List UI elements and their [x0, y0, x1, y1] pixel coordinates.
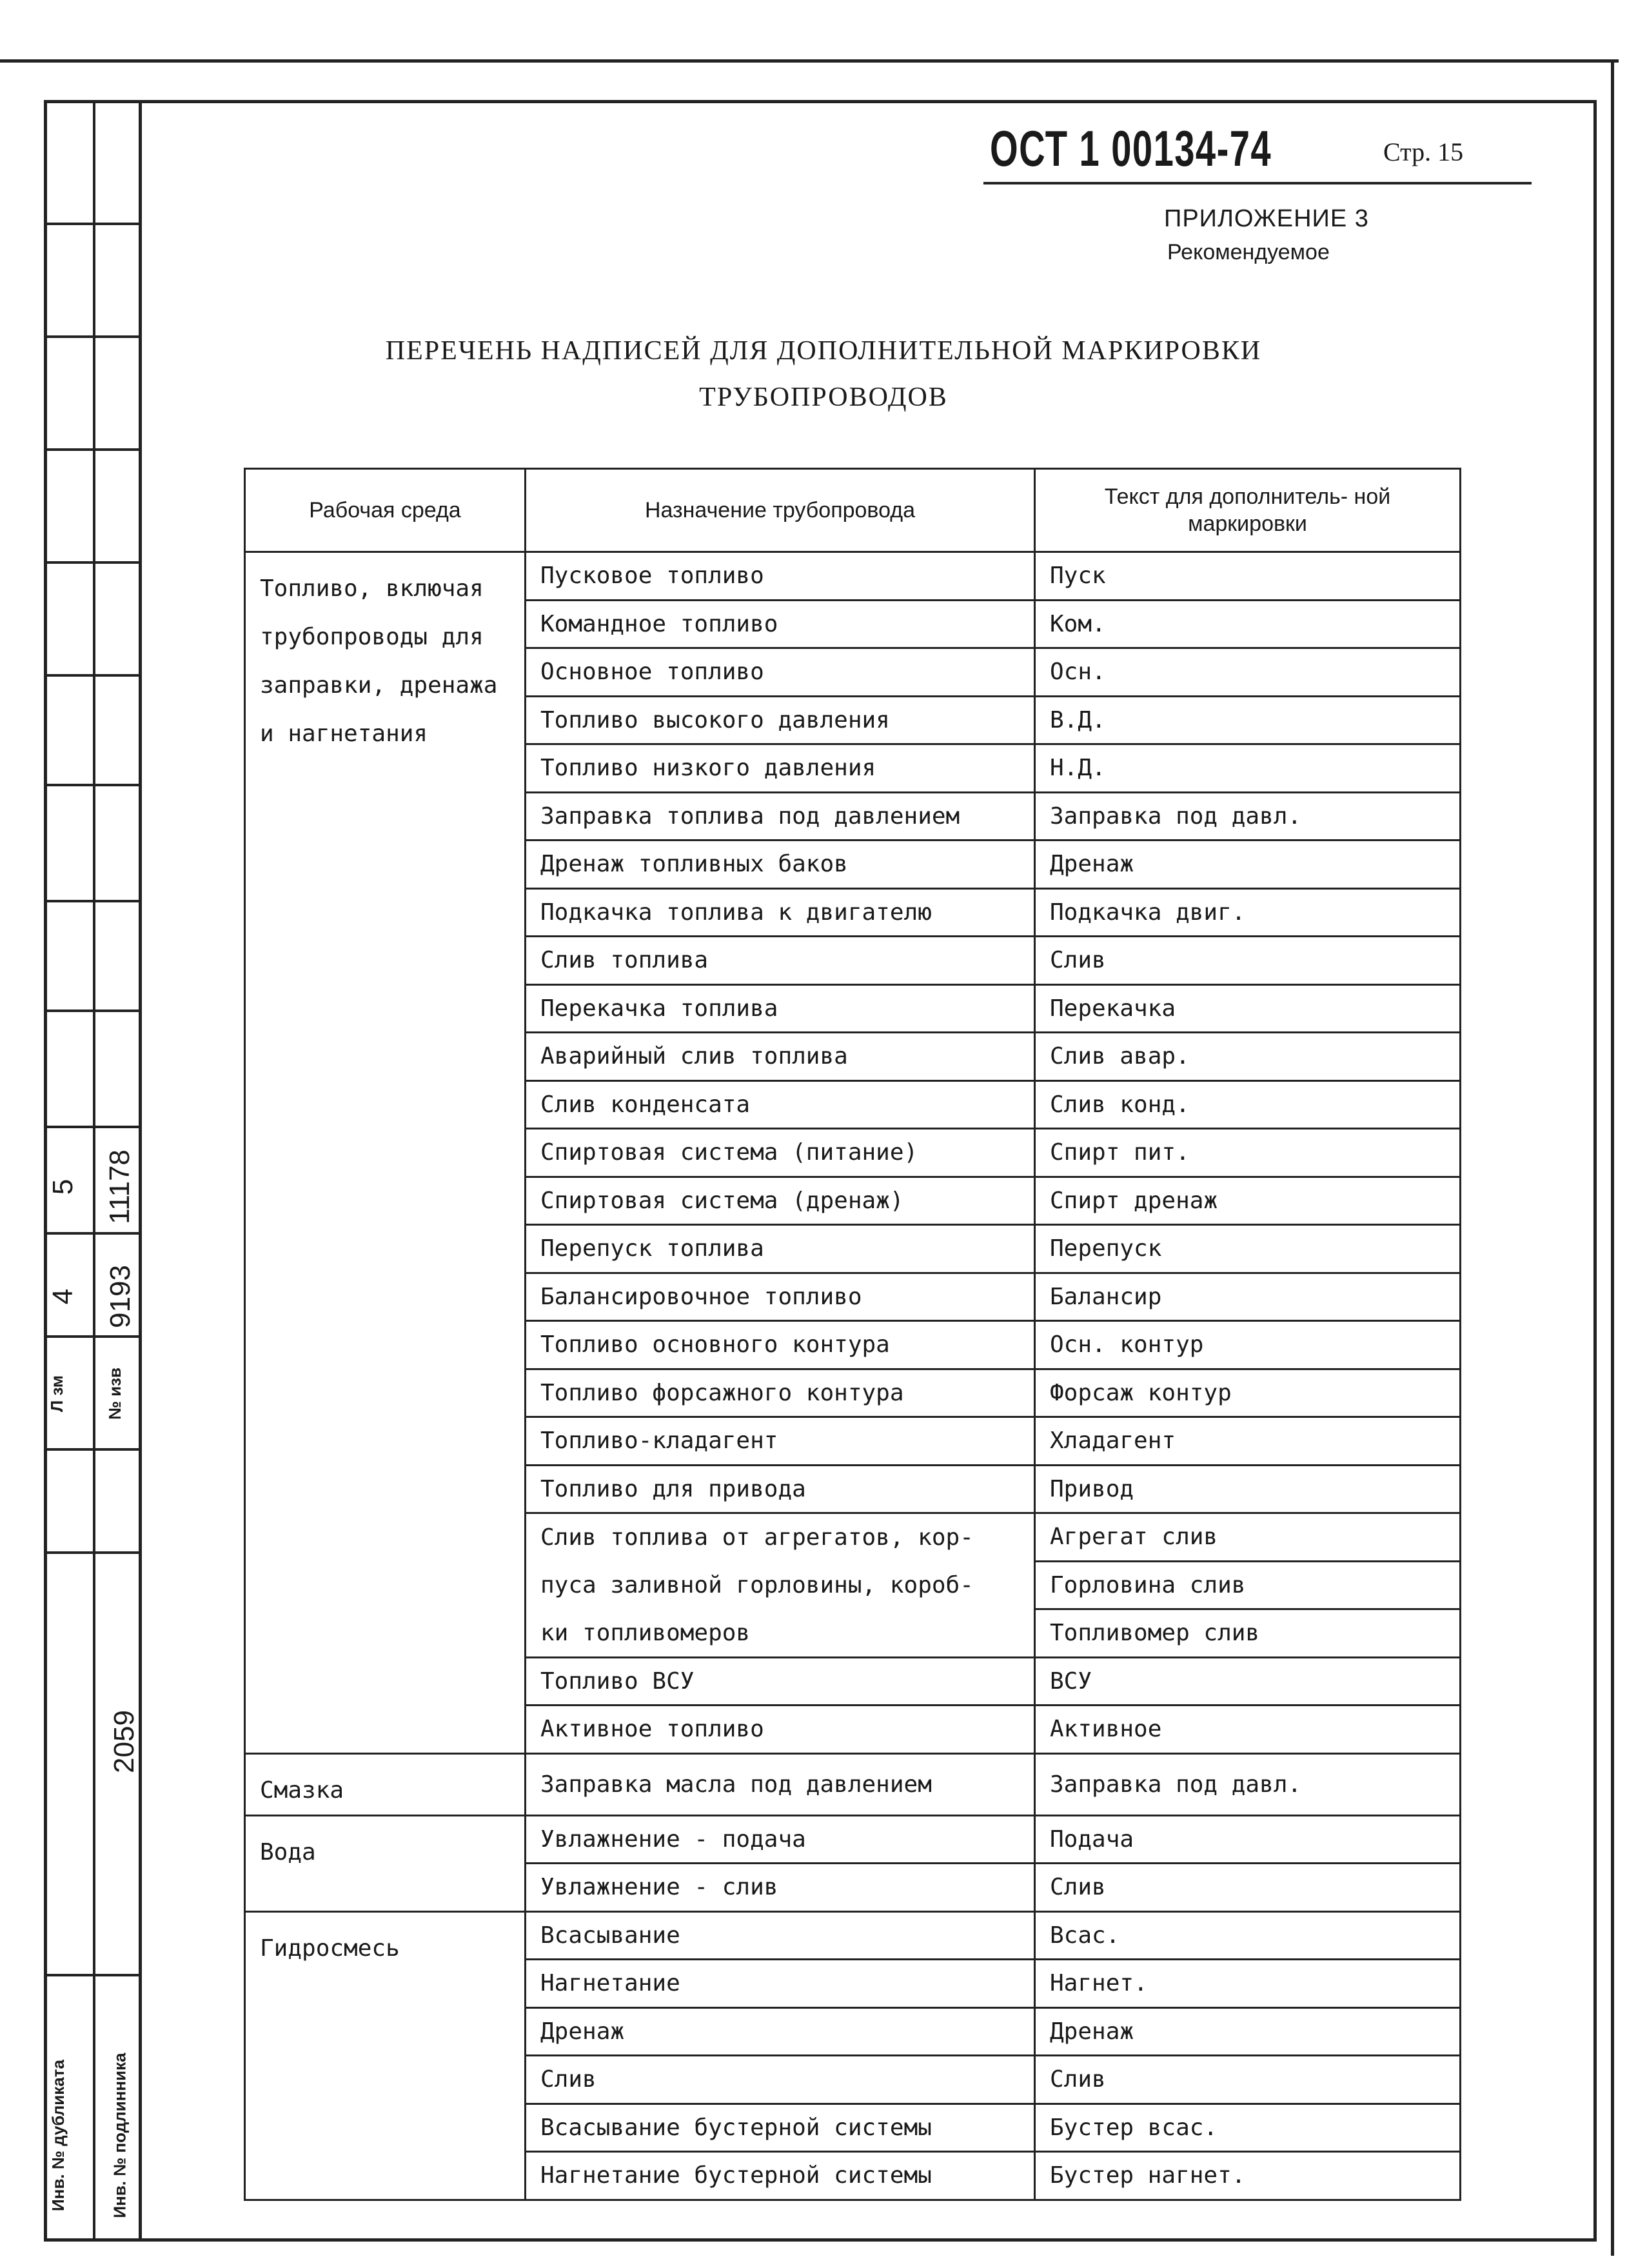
- purpose-cell: Аварийный слив топлива: [526, 1033, 1035, 1081]
- top-border-rule: [0, 59, 1619, 63]
- marking-text-cell: Топливомер слив: [1035, 1609, 1461, 1658]
- change-column-label: Л зм: [46, 1375, 66, 1412]
- marking-text-cell: Перекачка: [1035, 984, 1461, 1033]
- marking-text-cell: Осн.: [1035, 648, 1461, 697]
- purpose-cell: Заправка топлива под давлением: [526, 792, 1035, 841]
- strip-rule: [44, 784, 139, 786]
- marking-text-cell: Подкачка двиг.: [1035, 888, 1461, 937]
- original-inventory-label: Инв. № подлинника: [110, 2053, 130, 2218]
- document-code: ОСТ 1 00134-74: [990, 120, 1272, 177]
- marking-text-cell: Перепуск: [1035, 1225, 1461, 1273]
- revision-5-doc: 11178: [103, 1149, 135, 1224]
- marking-text-cell: Осн. контур: [1035, 1321, 1461, 1369]
- purpose-cell: Перепуск топлива: [526, 1225, 1035, 1273]
- purpose-cell: Слив: [526, 2056, 1035, 2104]
- purpose-cell: Перекачка топлива: [526, 984, 1035, 1033]
- table-row: [245, 552, 1461, 601]
- revision-4-doc: 9193: [104, 1265, 136, 1328]
- marking-text-cell: Заправка под давл.: [1035, 1753, 1461, 1815]
- purpose-cell: Спиртовая система (питание): [526, 1129, 1035, 1177]
- marking-text-cell: Заправка под давл.: [1035, 792, 1461, 841]
- purpose-cell: Слив топлива: [526, 937, 1035, 985]
- purpose-cell: Дренаж топливных баков: [526, 841, 1035, 889]
- marking-text-cell: ВСУ: [1035, 1657, 1461, 1706]
- strip-divider: [93, 100, 95, 2242]
- purpose-cell: Увлажнение - подача: [526, 1815, 1035, 1864]
- purpose-cell: Балансировочное топливо: [526, 1273, 1035, 1321]
- marking-text-cell: Слив: [1035, 1864, 1461, 1912]
- purpose-cell: Командное топливо: [526, 600, 1035, 648]
- medium-cell: Вода: [245, 1815, 526, 1911]
- strip-rule: [44, 561, 139, 564]
- marking-text-cell: Спирт дренаж: [1035, 1177, 1461, 1225]
- purpose-cell: Топливо низкого давления: [526, 744, 1035, 793]
- purpose-cell: Топливо основного контура: [526, 1321, 1035, 1369]
- marking-text-cell: Нагнет.: [1035, 1960, 1461, 2008]
- medium-cell: Гидросмесь: [245, 1911, 526, 2200]
- marking-text-cell: Слив конд.: [1035, 1080, 1461, 1129]
- medium-cell: Топливо, включая трубопроводы для заправки, дренажа и нагнетания: [245, 552, 526, 1754]
- marking-text-cell: Привод: [1035, 1465, 1461, 1513]
- medium-cell: Смазка: [245, 1753, 526, 1815]
- strip-rule: [44, 900, 139, 902]
- revision-5: 5: [47, 1179, 79, 1195]
- marking-text-cell: Активное: [1035, 1706, 1461, 1754]
- purpose-cell: Спиртовая система (дренаж): [526, 1177, 1035, 1225]
- purpose-cell: Топливо форсажного контура: [526, 1369, 1035, 1417]
- strip-rule: [44, 1335, 139, 1338]
- strip-rule: [44, 1010, 139, 1012]
- doc-number-column-label: № изв: [105, 1367, 125, 1420]
- header-underline: [983, 182, 1532, 184]
- purpose-cell: Топливо ВСУ: [526, 1657, 1035, 1706]
- marking-text-cell: Спирт пит.: [1035, 1129, 1461, 1177]
- table-row: [245, 1815, 1461, 1864]
- marking-text-cell: Дренаж: [1035, 2007, 1461, 2056]
- marking-text-cell: Хладагент: [1035, 1417, 1461, 1466]
- purpose-cell: Увлажнение - слив: [526, 1864, 1035, 1912]
- marking-text-cell: Агрегат слив: [1035, 1513, 1461, 1562]
- header-marking-text: Текст для дополнитель- ной маркировки: [1035, 469, 1461, 552]
- marking-text-cell: Всас.: [1035, 1911, 1461, 1960]
- table-row: [245, 1911, 1461, 1960]
- table-body: [245, 552, 1461, 2200]
- purpose-cell: Топливо для привода: [526, 1465, 1035, 1513]
- purpose-cell: Активное топливо: [526, 1706, 1035, 1754]
- revision-4: 4: [47, 1288, 79, 1305]
- strip-rule: [44, 1232, 139, 1235]
- duplicate-inventory-label: Инв. № дубликата: [48, 2060, 68, 2211]
- marking-text-cell: Горловина слив: [1035, 1561, 1461, 1609]
- strip-rule: [44, 448, 139, 451]
- strip-rule: [44, 674, 139, 677]
- header-purpose: Назначение трубопровода: [526, 469, 1035, 552]
- purpose-cell: Нагнетание: [526, 1960, 1035, 2008]
- document-title-line2: ТРУБОПРОВОДОВ: [699, 383, 948, 412]
- marking-text-cell: Бустер всас.: [1035, 2104, 1461, 2152]
- marking-text-cell: Форсаж контур: [1035, 1369, 1461, 1417]
- strip-rule: [44, 1448, 139, 1451]
- purpose-cell: Основное топливо: [526, 648, 1035, 697]
- strip-rule: [44, 1126, 139, 1128]
- purpose-cell: Всасывание: [526, 1911, 1035, 1960]
- purpose-cell: Дренаж: [526, 2007, 1035, 2056]
- strip-rule: [44, 223, 139, 225]
- purpose-cell: Всасывание бустерной системы: [526, 2104, 1035, 2152]
- marking-text-cell: Пуск: [1035, 552, 1461, 601]
- appendix-label: ПРИЛОЖЕНИЕ 3: [1164, 205, 1369, 232]
- purpose-cell: Топливо высокого давления: [526, 696, 1035, 744]
- purpose-cell: Слив конденсата: [526, 1080, 1035, 1129]
- purpose-cell: Нагнетание бустерной системы: [526, 2152, 1035, 2200]
- strip-rule: [44, 1551, 139, 1554]
- original-inventory-number: 2059: [108, 1710, 140, 1773]
- strip-rule: [44, 1974, 139, 1976]
- marking-text-cell: В.Д.: [1035, 696, 1461, 744]
- marking-text-cell: Балансир: [1035, 1273, 1461, 1321]
- binding-strip: [44, 100, 142, 2242]
- purpose-cell: Заправка масла под давлением: [526, 1753, 1035, 1815]
- marking-text-cell: Слив: [1035, 937, 1461, 985]
- table-header-row: [245, 469, 1461, 552]
- marking-text-cell: Слив: [1035, 2056, 1461, 2104]
- appendix-note: Рекомендуемое: [1167, 240, 1330, 264]
- page-number: Стр. 15: [1383, 137, 1464, 166]
- marking-text-cell: Дренаж: [1035, 841, 1461, 889]
- marking-text-cell: Бустер нагнет.: [1035, 2152, 1461, 2200]
- marking-text-cell: Подача: [1035, 1815, 1461, 1864]
- purpose-cell: Пусковое топливо: [526, 552, 1035, 601]
- header-medium: Рабочая среда: [245, 469, 526, 552]
- marking-text-cell: Слив авар.: [1035, 1033, 1461, 1081]
- marking-text-cell: Н.Д.: [1035, 744, 1461, 793]
- purpose-cell-line: Слив топлива от агрегатов, кор-: [526, 1513, 1035, 1562]
- marking-text-cell: Ком.: [1035, 600, 1461, 648]
- purpose-cell: Подкачка топлива к двигателю: [526, 888, 1035, 937]
- purpose-cell-line: пуса заливной горловины, короб-: [526, 1561, 1035, 1609]
- table-row: [245, 1753, 1461, 1815]
- purpose-cell-line: ки топливомеров: [526, 1609, 1035, 1658]
- marking-table: [244, 468, 1461, 2201]
- purpose-cell: Топливо-кладагент: [526, 1417, 1035, 1466]
- document-title: ПЕРЕЧЕНЬ НАДПИСЕЙ ДЛЯ ДОПОЛНИТЕЛЬНОЙ МАРКИРОВКИ: [385, 336, 1262, 366]
